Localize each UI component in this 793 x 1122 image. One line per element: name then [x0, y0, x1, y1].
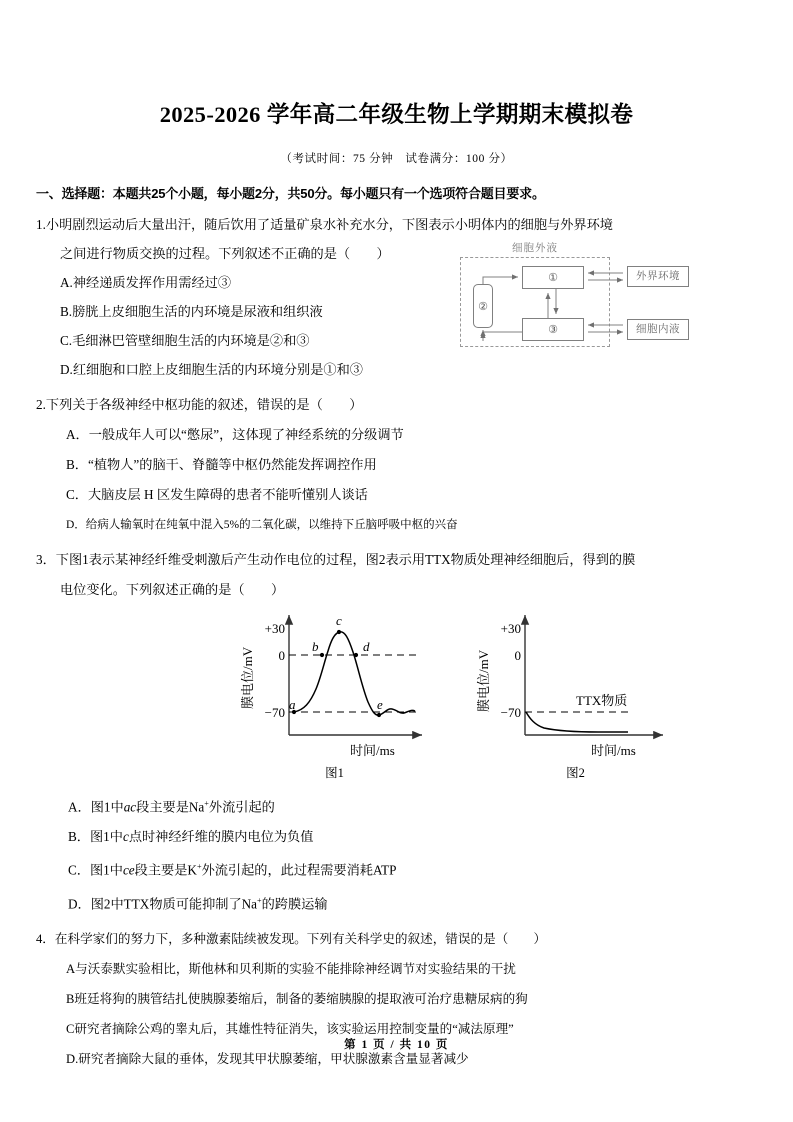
chart-2-ytick-minus70: −70: [500, 705, 521, 720]
chart-2-xlabel: 时间/ms: [591, 743, 636, 757]
question-2: [0, 384, 793, 540]
figure-box-external-environment: 外界环境: [627, 266, 689, 287]
chart-2-ytick-plus30: +30: [500, 621, 521, 636]
question-1-option-a[interactable]: A.神经递质发挥作用需经过③: [60, 275, 232, 290]
chart-1-ytick-zero: 0: [278, 648, 285, 663]
chart-2-membrane-potential-curve: [526, 712, 628, 732]
chart-figure-1: [232, 607, 437, 781]
figure-label-extracellular-fluid: 细胞外液: [512, 243, 558, 254]
chart-1-ytick-minus70: −70: [264, 705, 285, 720]
chart-2-ytick-zero: 0: [514, 648, 521, 663]
chart-1-ylabel: 膜电位/mV: [240, 646, 255, 709]
question-1-stem-line-1: [36, 210, 763, 239]
chart-1-svg: [232, 607, 437, 757]
question-3-option-d[interactable]: D．图2中TTX物质可能抑制了Na+的跨膜运输: [68, 895, 328, 912]
question-2-number: 2.: [36, 397, 46, 412]
question-2-stem-line-1: [36, 390, 763, 420]
question-4-option-b[interactable]: B班廷将狗的胰管结扎使胰腺萎缩后，制备的萎缩胰腺的提取液可治疗患糖尿病的狗: [66, 992, 528, 1007]
question-3-stem-line-2: 电位变化。下列叙述正确的是（ ）: [60, 582, 285, 597]
question-1-option-d[interactable]: D.红细胞和口腔上皮细胞生活的内环境分别是①和③: [60, 362, 363, 377]
chart-2-svg: [468, 607, 683, 757]
question-1-option-c[interactable]: C.毛细淋巴管壁细胞生活的内环境是②和③: [60, 333, 310, 348]
figure-box-intracellular-fluid: 细胞内液: [627, 319, 689, 340]
page-title: 2025-2026 学年高二年级生物上学期期末模拟卷: [159, 102, 634, 127]
question-3-option-b[interactable]: B．图1中c点时神经纤维的膜内电位为负值: [68, 829, 314, 845]
question-3-stem-text-1: 下图1表示某神经纤维受刺激后产生动作电位的过程，图2表示用TTX物质处理神经细胞后，得到的膜: [55, 552, 636, 567]
chart-1-point-d: d: [363, 639, 370, 654]
question-4-option-c[interactable]: C研究者摘除公鸡的睾丸后，其雄性特征消失，该实验运用控制变量的“减法原理”: [66, 1022, 514, 1037]
chart-1-point-a: a: [289, 697, 296, 712]
question-4-stem-text-1: 在科学家们的努力下，多种激素陆续被发现。下列有关科学史的叙述，错误的是（ ）: [54, 932, 547, 947]
chart-1-point-e: e: [377, 697, 383, 712]
exam-meta-subtitle: （考试时间：75 分钟 试卷满分：100 分）: [280, 153, 513, 165]
chart-1-point-c: c: [336, 613, 342, 628]
question-3: [0, 540, 793, 919]
chart-1-caption: 图1: [325, 766, 344, 780]
question-4-stem-line-1: [36, 924, 763, 954]
question-2-option-b[interactable]: B．“植物人”的脑干、脊髓等中枢仍然能发挥调控作用: [66, 457, 377, 472]
figure-box-3: ③: [522, 318, 584, 341]
question-2-option-a[interactable]: A．一般成年人可以“憋尿”，这体现了神经系统的分级调节: [66, 427, 404, 442]
question-2-option-d[interactable]: D．给病人输氧时在纯氧中混入5%的二氧化碳，以维持下丘脑呼吸中枢的兴奋: [66, 519, 458, 531]
chart-1-point-b: b: [312, 639, 319, 654]
chart-1-ytick-plus30: +30: [264, 621, 285, 636]
question-4-number: 4．: [36, 932, 55, 947]
chart-2-ylabel: 膜电位/mV: [476, 649, 491, 712]
question-4-option-d[interactable]: D.研究者摘除大鼠的垂体，发现其甲状腺萎缩，甲状腺激素含量显著减少: [66, 1052, 469, 1067]
question-3-stem-line-1: [36, 545, 763, 575]
question-1-option-b[interactable]: B.膀胱上皮细胞生活的内环境是尿液和组织液: [60, 304, 323, 319]
question-3-figures: [36, 607, 763, 789]
question-1-stem-text-1: 小明剧烈运动后大量出汗，随后饮用了适量矿泉水补充水分，下图表示小明体内的细胞与外界环境: [45, 217, 613, 232]
question-3-number: 3．: [36, 552, 56, 567]
chart-1-xlabel: 时间/ms: [350, 743, 395, 757]
question-3-option-a[interactable]: A．图1中ac段主要是Na+外流引起的: [68, 799, 275, 815]
question-1-number: 1.: [36, 217, 46, 232]
figure-box-1: ①: [522, 266, 584, 289]
chart-2-annotation-ttx: TTX物质: [576, 693, 628, 708]
question-2-option-c[interactable]: C．大脑皮层 H 区发生障碍的患者不能听懂别人谈话: [66, 487, 368, 502]
question-1-figure: [452, 240, 692, 352]
chart-figure-2: [468, 607, 683, 781]
question-4-option-a[interactable]: A与沃泰默实验相比，斯他林和贝利斯的实验不能排除神经调节对实验结果的干扰: [66, 962, 516, 977]
question-3-option-c[interactable]: C．图1中ce段主要是K+外流引起的，此过程需要消耗ATP: [68, 862, 397, 878]
figure-box-2: ②: [473, 284, 493, 328]
section-heading-multiple-choice: 一、选择题：本题共25个小题，每小题2分，共50分。每小题只有一个选项符合题目要求。: [36, 186, 545, 201]
page-footer: 第 1 页 / 共 10 页: [344, 1039, 449, 1051]
chart-2-caption: 图2: [566, 766, 585, 780]
question-2-stem-text-1: 下列关于各级神经中枢功能的叙述，错误的是（ ）: [45, 397, 363, 412]
question-1-stem-line-2: 之间进行物质交换的过程。下列叙述不正确的是（ ）: [60, 246, 390, 261]
